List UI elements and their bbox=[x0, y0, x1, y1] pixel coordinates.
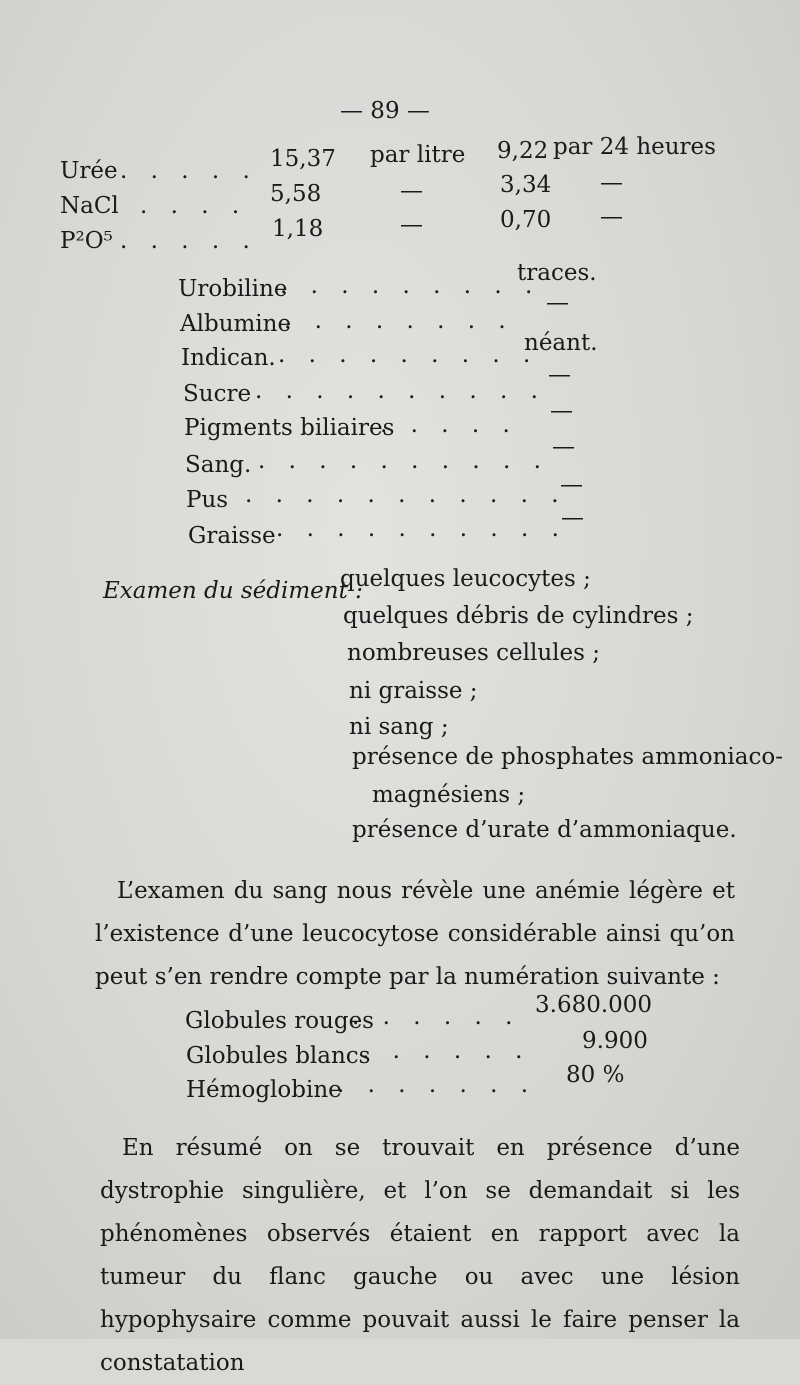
stat-label: P²O⁵ bbox=[60, 228, 113, 254]
leader-dots: . . . . . . . . . bbox=[280, 273, 541, 299]
qual-label: Sang. bbox=[185, 452, 252, 478]
blood-label: Globules rouges bbox=[185, 1008, 374, 1034]
blood-value: 9.900 bbox=[582, 1028, 648, 1054]
qual-label: Indican. bbox=[181, 345, 276, 371]
stat-value: 1,18 bbox=[272, 216, 324, 242]
qual-value: — bbox=[546, 290, 569, 316]
qual-value: néant. bbox=[524, 330, 598, 356]
leader-dots: . . . . . . . . . . bbox=[255, 378, 546, 404]
sediment-heading: Examen du sédiment : bbox=[103, 578, 363, 604]
qual-label: Albumine bbox=[180, 311, 292, 337]
blood-value: 80 % bbox=[566, 1062, 625, 1088]
qual-value: — bbox=[548, 362, 571, 388]
leader-dots: . . . . bbox=[140, 193, 248, 219]
qual-value: — bbox=[560, 472, 583, 498]
leader-dots: . . . . . . bbox=[362, 1038, 531, 1064]
stat-unit: par litre bbox=[370, 142, 466, 168]
sediment-line: présence de phosphates ammoniaco- bbox=[352, 744, 783, 770]
sediment-line: ni sang ; bbox=[349, 714, 449, 740]
sediment-line: magnésiens ; bbox=[372, 782, 526, 808]
sediment-line: ni graisse ; bbox=[349, 678, 478, 704]
qual-value: — bbox=[550, 398, 573, 424]
leader-dots: . . . . . . . . . . . bbox=[245, 482, 567, 508]
qual-value: — bbox=[552, 434, 575, 460]
leader-dots: . . . . . . . . . . bbox=[276, 516, 567, 542]
leader-dots: . . . . . . . . . . bbox=[258, 448, 549, 474]
stat-daily-unit: — bbox=[600, 204, 623, 230]
sediment-line: nombreuses cellules ; bbox=[347, 640, 600, 666]
stat-daily: 9,22 bbox=[497, 138, 549, 164]
qual-label: Sucre bbox=[183, 381, 252, 407]
blood-value: 3.680.000 bbox=[535, 992, 653, 1018]
qual-label: Pigments biliaires bbox=[184, 415, 395, 441]
leader-dots: . . . . . . . bbox=[337, 1072, 537, 1098]
stat-unit: — bbox=[400, 178, 423, 204]
blood-label: Globules blancs bbox=[186, 1043, 371, 1069]
leader-dots: . . . . . bbox=[120, 158, 258, 184]
qual-value: — bbox=[561, 505, 584, 531]
leader-dots: . . . . . . bbox=[352, 1004, 521, 1030]
leader-dots: . . . . . bbox=[120, 228, 258, 254]
sediment-line: quelques débris de cylindres ; bbox=[343, 603, 694, 629]
sediment-line: quelques leucocytes ; bbox=[340, 566, 591, 592]
sediment-line: présence d’urate d’ammoniaque. bbox=[352, 817, 737, 843]
qual-label: Pus bbox=[186, 487, 229, 513]
leader-dots: . . . . . . . . bbox=[284, 308, 514, 334]
stat-value: 15,37 bbox=[270, 146, 336, 172]
blood-paragraph bbox=[95, 870, 735, 999]
stat-daily: 0,70 bbox=[500, 207, 552, 233]
stat-unit: — bbox=[400, 212, 423, 238]
stat-daily: 3,34 bbox=[500, 172, 552, 198]
qual-value: traces. bbox=[517, 260, 597, 286]
blood-label: Hémoglobine bbox=[186, 1077, 342, 1103]
summary-paragraph-text: En résumé on se trouvait en présence d’une dystrophie singulière, et l’on se demandait si les phénomènes observés étaient en rapport avec la tumeur du flanc gauche ou avec une lésion hypophysaire comme pouvait aussi le faire penser la constatation bbox=[100, 1135, 740, 1376]
stat-value: 5,58 bbox=[270, 181, 322, 207]
leader-dots: . . . . . bbox=[380, 412, 518, 438]
page-number: — 89 — bbox=[340, 98, 430, 124]
qual-label: Urobiline bbox=[178, 276, 288, 302]
stat-daily-unit: — bbox=[600, 170, 623, 196]
stat-label: NaCl bbox=[60, 193, 119, 219]
summary-paragraph bbox=[100, 1127, 740, 1385]
blood-paragraph-text: L’examen du sang nous révèle une anémie légère et l’existence d’une leucocytose considérable ainsi qu’on peut s’en rendre compte par la numération suivante : bbox=[95, 878, 735, 990]
qual-label: Graisse bbox=[188, 523, 276, 549]
stat-daily-unit: par 24 heures bbox=[553, 134, 716, 160]
stat-label: Urée bbox=[60, 158, 118, 184]
leader-dots: . . . . . . . . . bbox=[278, 342, 539, 368]
